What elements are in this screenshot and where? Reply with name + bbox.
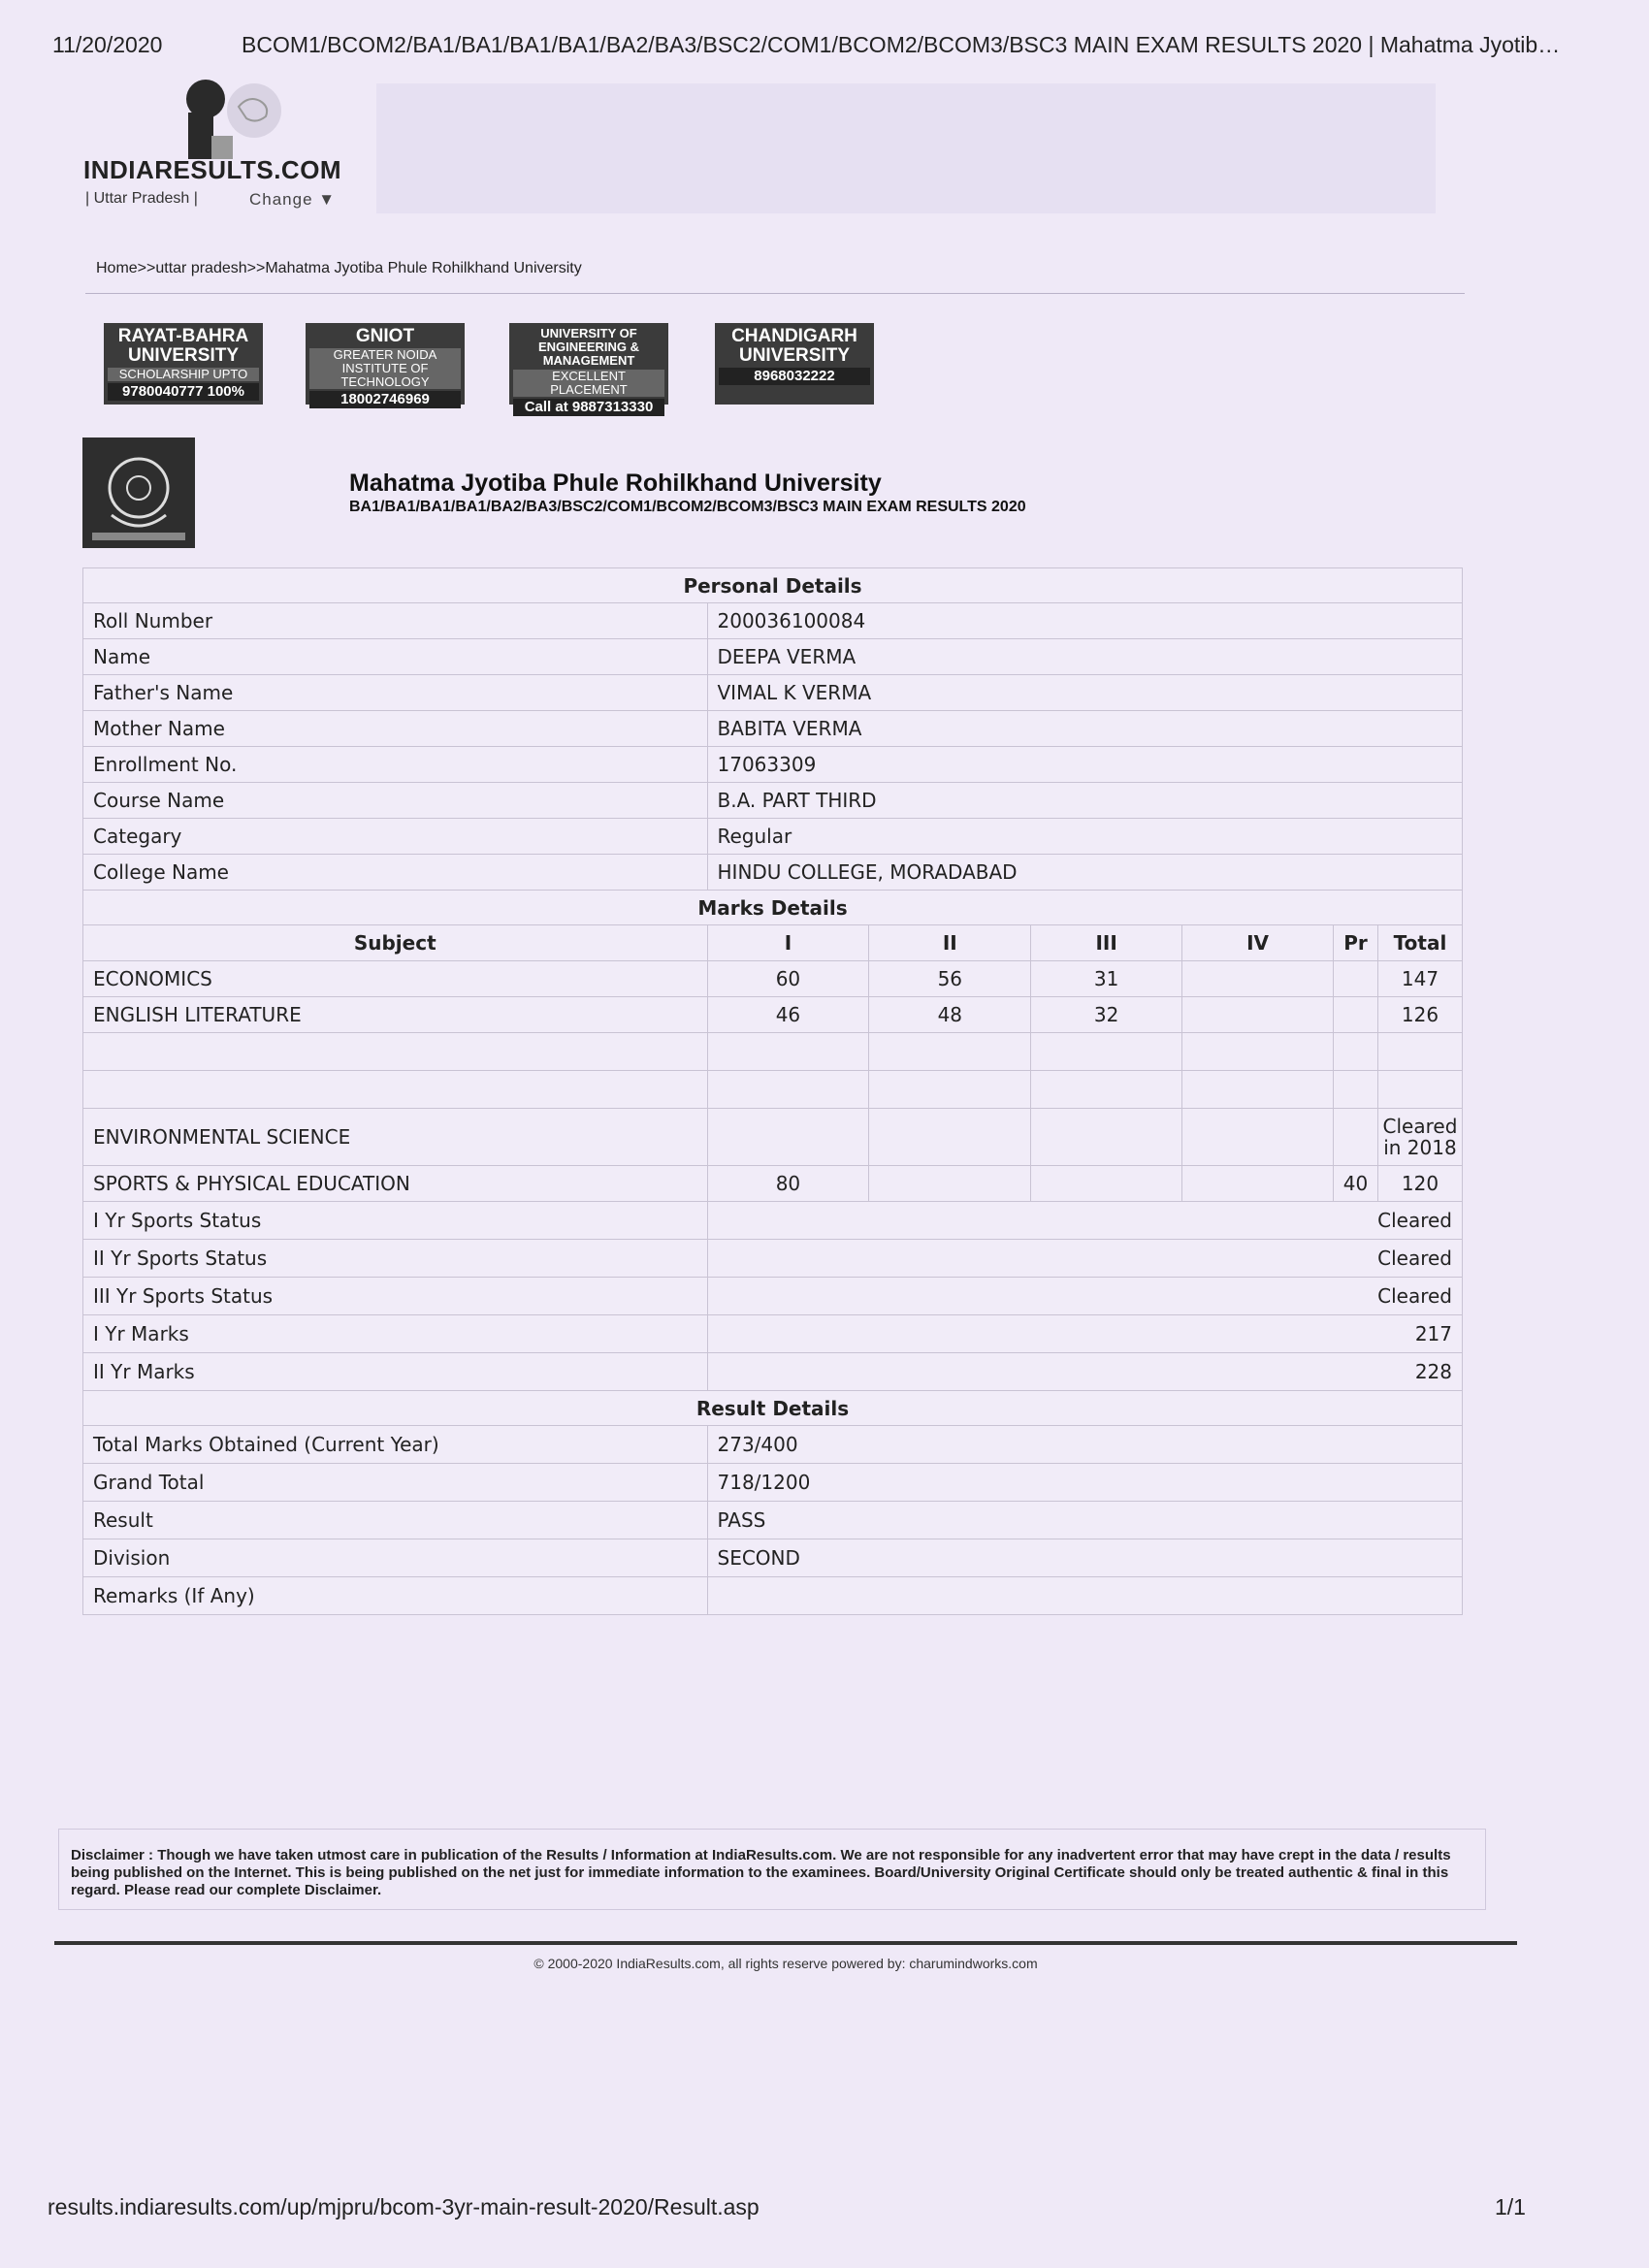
marks-cell (1031, 1109, 1182, 1166)
table-row (83, 783, 1463, 819)
marks-cell: 48 (869, 997, 1031, 1033)
university-seal-icon (82, 437, 195, 548)
field-label: Enrollment No. (83, 747, 708, 783)
subject-name: ECONOMICS (83, 961, 708, 997)
marks-cell: 80 (707, 1166, 869, 1202)
field-value: HINDU COLLEGE, MORADABAD (707, 855, 1463, 891)
field-label: Total Marks Obtained (Current Year) (83, 1426, 708, 1464)
marks-cell (1182, 1166, 1334, 1202)
table-row (83, 1539, 1463, 1577)
marks-cell: 56 (869, 961, 1031, 997)
marks-cell: 31 (1031, 961, 1182, 997)
column-header: II (869, 925, 1031, 961)
result-table (82, 567, 1463, 1615)
university-name: Mahatma Jyotiba Phule Rohilkhand University (349, 470, 882, 497)
ad-title: GNIOT (355, 326, 415, 346)
status-row (83, 1202, 1463, 1240)
status-row (83, 1240, 1463, 1278)
ad-gniot[interactable] (306, 323, 465, 405)
marks-cell (869, 1166, 1031, 1202)
status-label: II Yr Marks (83, 1353, 708, 1391)
section-header-personal (83, 568, 1463, 603)
marks-cell: 60 (707, 961, 869, 997)
change-state-link[interactable]: Change ▼ (249, 190, 337, 209)
field-value: BABITA VERMA (707, 711, 1463, 747)
marks-cell (1031, 1166, 1182, 1202)
print-date: 11/20/2020 (52, 32, 163, 57)
ad-subtitle: SCHOLARSHIP UPTO (108, 368, 259, 381)
marks-row (83, 961, 1463, 997)
table-row (83, 603, 1463, 639)
marks-cell (1333, 1109, 1377, 1166)
section-header-marks (83, 891, 1463, 925)
marks-cell (1182, 1109, 1334, 1166)
marks-cell (869, 1109, 1031, 1166)
ad-banner[interactable] (376, 83, 1436, 213)
state-label: | Uttar Pradesh | (85, 190, 198, 207)
field-label: Result (83, 1502, 708, 1539)
empty-row (83, 1033, 1463, 1071)
section-title: Marks Details (83, 891, 1463, 925)
section-title: Personal Details (83, 568, 1463, 603)
marks-cell: 32 (1031, 997, 1182, 1033)
marks-row (83, 997, 1463, 1033)
print-page-number: 1/1 (1495, 2194, 1526, 2219)
status-label: II Yr Sports Status (83, 1240, 708, 1278)
field-value: B.A. PART THIRD (707, 783, 1463, 819)
marks-row (83, 1109, 1463, 1166)
subject-name: ENVIRONMENTAL SCIENCE (83, 1109, 708, 1166)
status-value: 217 (707, 1315, 1463, 1353)
ad-title: CHANDIGARH UNIVERSITY (731, 326, 857, 366)
marks-row (83, 1166, 1463, 1202)
field-value: 718/1200 (707, 1464, 1463, 1502)
status-row (83, 1353, 1463, 1391)
field-value: 17063309 (707, 747, 1463, 783)
field-value: Regular (707, 819, 1463, 855)
marks-cell (1333, 961, 1377, 997)
subject-name: ENGLISH LITERATURE (83, 997, 708, 1033)
marks-cell: 46 (707, 997, 869, 1033)
site-logo-text: INDIARESULTS.COM (83, 155, 342, 184)
field-label: Mother Name (83, 711, 708, 747)
status-label: III Yr Sports Status (83, 1278, 708, 1315)
disclaimer[interactable]: Disclaimer : Though we have taken utmost care in publication of the Results / Information at IndiaResults.com. We are not responsible for any inadvertent error that may have crept in the data / results being published on the Internet. This is being published on the net just for immediate information to the examinees. Board/University Original Certificate should only be treated authentic & final in this regard. Please read our complete Disclaimer. (58, 1829, 1486, 1910)
section-title: Result Details (83, 1391, 1463, 1426)
breadcrumb[interactable]: Home>>uttar pradesh>>Mahatma Jyotiba Phule Rohilkhand University (96, 260, 582, 276)
total-cell: Cleared in 2018 (1377, 1109, 1462, 1166)
status-label: I Yr Sports Status (83, 1202, 708, 1240)
total-cell: 147 (1377, 961, 1462, 997)
footer-divider (54, 1941, 1517, 1945)
status-value: Cleared (707, 1278, 1463, 1315)
field-label: Name (83, 639, 708, 675)
exam-name: BA1/BA1/BA1/BA1/BA2/BA3/BSC2/COM1/BCOM2/BCOM3/BSC3 MAIN EXAM RESULTS 2020 (349, 499, 1026, 515)
table-row (83, 675, 1463, 711)
table-row (83, 1577, 1463, 1615)
ad-title: UNIVERSITY OF ENGINEERING & MANAGEMENT (537, 326, 639, 368)
site-logo[interactable] (81, 76, 343, 221)
field-value: VIMAL K VERMA (707, 675, 1463, 711)
field-label: Categary (83, 819, 708, 855)
print-page-title: BCOM1/BCOM2/BA1/BA1/BA1/BA1/BA2/BA3/BSC2/COM1/BCOM2/BCOM3/BSC3 MAIN EXAM RESULTS 2020 | Mahatma Jyotib… (242, 32, 1561, 57)
logo-figure-icon (178, 78, 285, 161)
status-value: 228 (707, 1353, 1463, 1391)
field-label: Remarks (If Any) (83, 1577, 708, 1615)
table-row (83, 747, 1463, 783)
status-value: Cleared (707, 1240, 1463, 1278)
table-row (83, 1426, 1463, 1464)
table-row (83, 711, 1463, 747)
ad-phone: 9780040777 100% (108, 383, 259, 401)
column-header: Pr (1333, 925, 1377, 961)
ad-uem[interactable] (509, 323, 668, 415)
ad-phone: Call at 9887313330 (513, 399, 664, 416)
field-label: Grand Total (83, 1464, 708, 1502)
table-row (83, 1502, 1463, 1539)
ad-subtitle: EXCELLENT PLACEMENT (513, 370, 664, 397)
field-label: Roll Number (83, 603, 708, 639)
print-url: results.indiaresults.com/up/mjpru/bcom-3yr-main-result-2020/Result.asp (48, 2194, 760, 2219)
field-value: PASS (707, 1502, 1463, 1539)
status-value: Cleared (707, 1202, 1463, 1240)
marks-cell (1333, 997, 1377, 1033)
total-cell: 120 (1377, 1166, 1462, 1202)
field-value: DEEPA VERMA (707, 639, 1463, 675)
field-label: College Name (83, 855, 708, 891)
empty-row (83, 1071, 1463, 1109)
status-row (83, 1315, 1463, 1353)
ad-title: RAYAT-BAHRA UNIVERSITY (117, 326, 249, 366)
table-row (83, 1464, 1463, 1502)
ad-phone: 18002746969 (309, 391, 461, 408)
column-header: IV (1182, 925, 1334, 961)
subject-name: SPORTS & PHYSICAL EDUCATION (83, 1166, 708, 1202)
status-row (83, 1278, 1463, 1315)
column-header: Subject (83, 925, 708, 961)
ad-subtitle: GREATER NOIDA INSTITUTE OF TECHNOLOGY (309, 348, 461, 389)
marks-cell (707, 1109, 869, 1166)
table-row (83, 855, 1463, 891)
total-cell: 126 (1377, 997, 1462, 1033)
column-header: III (1031, 925, 1182, 961)
marks-column-headers (83, 925, 1463, 961)
ad-phone: 8968032222 (719, 368, 870, 385)
column-header: Total (1377, 925, 1462, 961)
column-header: I (707, 925, 869, 961)
field-label: Father's Name (83, 675, 708, 711)
marks-cell (1182, 961, 1334, 997)
field-value: 273/400 (707, 1426, 1463, 1464)
section-header-result (83, 1391, 1463, 1426)
marks-cell (1182, 997, 1334, 1033)
ad-rayat-bahra[interactable] (104, 323, 263, 405)
copyright[interactable]: © 2000-2020 IndiaResults.com, all rights reserve powered by: charumindworks.com (534, 1956, 1038, 1971)
ad-chandigarh[interactable] (715, 323, 874, 405)
field-label: Division (83, 1539, 708, 1577)
divider (85, 293, 1465, 294)
field-value: 200036100084 (707, 603, 1463, 639)
table-row (83, 819, 1463, 855)
status-label: I Yr Marks (83, 1315, 708, 1353)
field-label: Course Name (83, 783, 708, 819)
marks-cell: 40 (1333, 1166, 1377, 1202)
field-value: SECOND (707, 1539, 1463, 1577)
field-value (707, 1577, 1463, 1615)
table-row (83, 639, 1463, 675)
